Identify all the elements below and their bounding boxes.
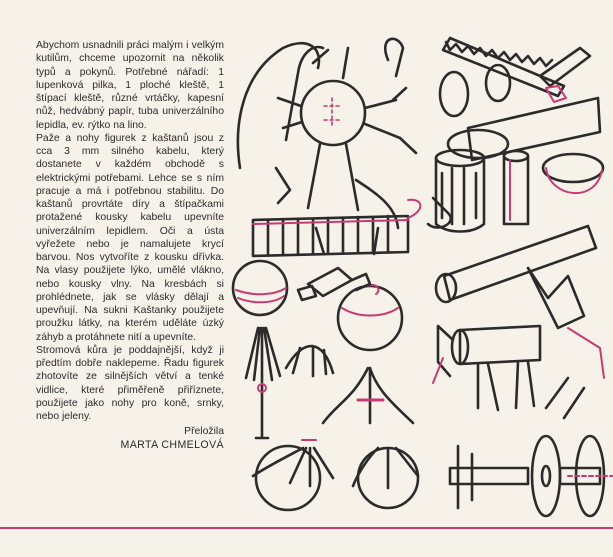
paragraph-bark-figures: Stromová kůra je poddajnější, když ji předtím dobře naklepeme. Řadu figurek zhotovíte ze silnějších větví a tenké vidlice, které přiměřeně přiříznete, použijete jako nohy pro koně, srnky, nebo jeleny. bbox=[36, 344, 224, 422]
bark-cylinder-drawing bbox=[436, 150, 603, 302]
wire-hooks-drawing bbox=[238, 39, 451, 228]
wheel-axle-drawing bbox=[450, 436, 613, 516]
credit-role: Přeložila bbox=[184, 426, 224, 438]
paragraph-tools: Abychom usnadnili práci malým i velkým kutilům, chceme upozornit na několik typů a pokynů. Potřebné nářadí: 1 lupenková pilka, 1 ploché kleště, 1 štípací kleště, různé vrtáčky, kapesní nůž, hedvábný papír, tuba univerzálního lepidla, ev. rýtko na lino. bbox=[36, 40, 224, 131]
saw-drawing bbox=[440, 38, 600, 160]
bottom-rule bbox=[0, 527, 613, 529]
credit-name: MARTA CHMELOVÁ bbox=[120, 438, 224, 451]
translator-credit bbox=[36, 425, 224, 452]
bark-horse-drawing bbox=[433, 268, 604, 418]
knife-drawing bbox=[298, 268, 370, 300]
hair-tuft-drawing bbox=[246, 328, 418, 488]
pleated-skirt-drawing bbox=[253, 200, 420, 256]
article-text-column bbox=[36, 39, 224, 452]
illustration-panel bbox=[228, 28, 613, 528]
paragraph-chestnut-figures: Paže a nohy figurek z kaštanů jsou z cca 3 mm silného kabelu, který dostanete v každém obchodě s elektrickými potřebami. Lehce se s ním pracuje a má i potřebnou stabilitu. Do kaštanů provrtáte díry a štípačkami protažené kousky kabelu upevníte univerzálním lepidlem. Oči a ústa vyřežete nebo je namalujete krycí barvou. Nos vytvoříte z kousku dřívka. Na vlasy použijete lýko, umělé vlákno, nebo kousky vlny. Na kresbách si prohlédnete, jak se vlásky dělají a upevňují. Na sukni Kaštanky použijete proužku látky, na kterém uděláte úzký záhyb a protáhnete nití a upevníte. bbox=[36, 132, 224, 343]
